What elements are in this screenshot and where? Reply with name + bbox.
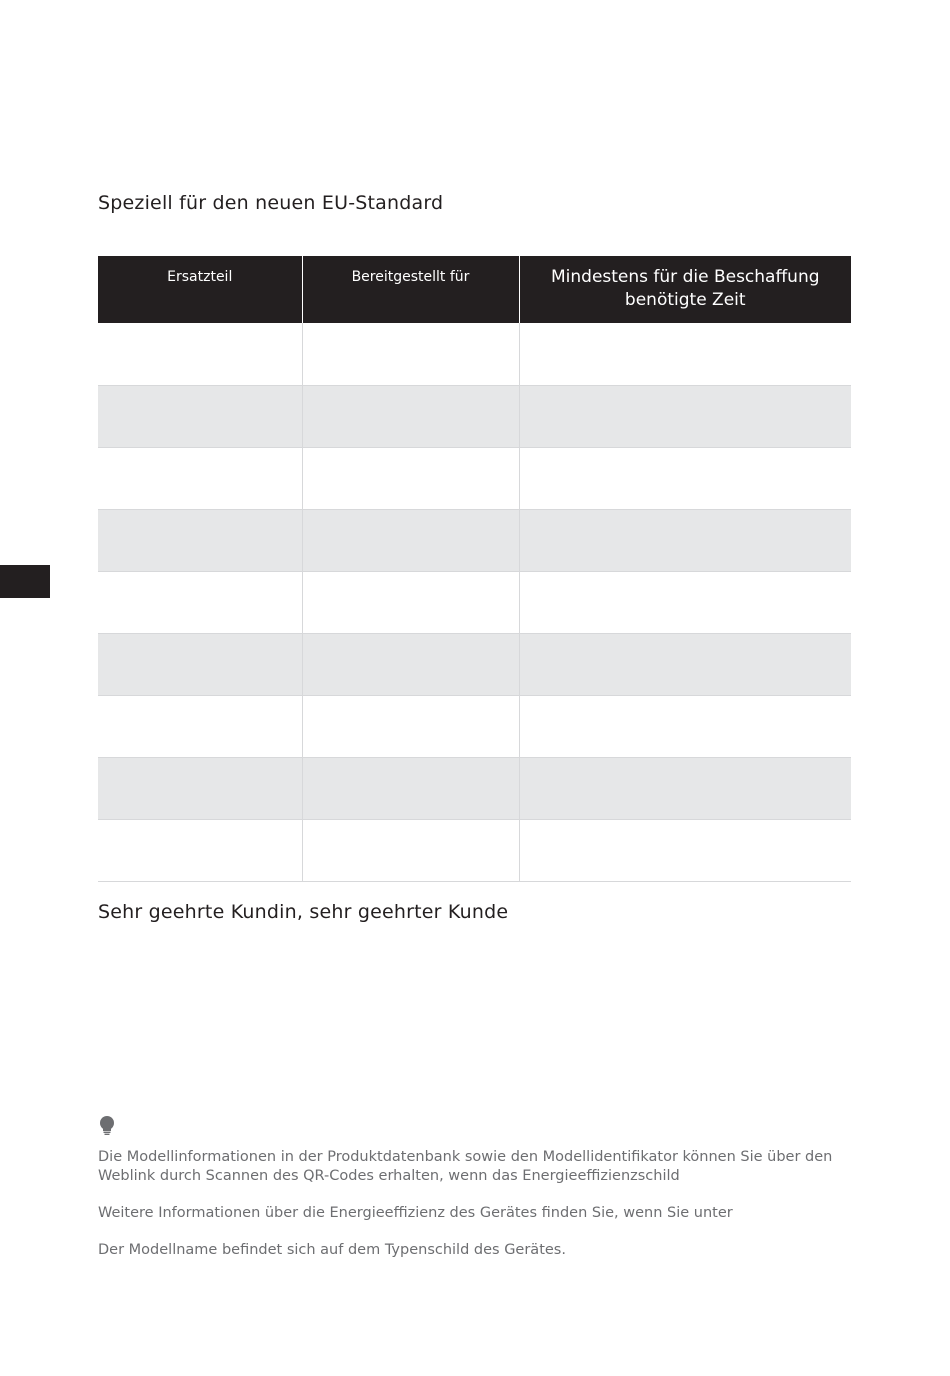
table-cell xyxy=(519,509,851,571)
table-cell xyxy=(519,819,851,881)
table-cell xyxy=(98,757,302,819)
table-row xyxy=(98,633,851,695)
table-cell xyxy=(302,323,519,385)
table-cell xyxy=(519,695,851,757)
table-cell xyxy=(302,447,519,509)
tip-note-model-info: Die Modellinformationen in der Produktdatenbank sowie den Modellidentifikator können Sie über den Weblink durch Scannen des QR-Codes erhalten, wenn das Energieeffizienzschild xyxy=(98,1149,833,1184)
table-cell xyxy=(519,571,851,633)
table-cell xyxy=(302,633,519,695)
table-cell xyxy=(302,571,519,633)
tip-note-energy-info: Weitere Informationen über die Energieeffizienz des Gerätes finden Sie, wenn Sie unter xyxy=(98,1205,733,1221)
table-cell xyxy=(519,323,851,385)
table-cell xyxy=(98,819,302,881)
table-cell xyxy=(302,385,519,447)
side-tab-marker xyxy=(0,565,50,598)
greeting-title: Sehr geehrte Kundin, sehr geehrter Kunde xyxy=(98,901,509,923)
table-cell xyxy=(302,509,519,571)
column-header-procurement-time: Mindestens für die Beschaffung benötigte Zeit xyxy=(519,256,851,323)
table-row xyxy=(98,447,851,509)
table-cell xyxy=(98,695,302,757)
column-header-spare-part: Ersatzteil xyxy=(98,256,302,323)
tip-note-model-name: Der Modellname befindet sich auf dem Typenschild des Gerätes. xyxy=(98,1242,566,1258)
table-cell xyxy=(519,757,851,819)
table-row xyxy=(98,757,851,819)
table-row xyxy=(98,695,851,757)
table-cell xyxy=(519,633,851,695)
table-row xyxy=(98,385,851,447)
table-cell xyxy=(98,571,302,633)
spare-parts-table xyxy=(98,256,851,882)
table-header-row xyxy=(98,256,851,323)
table-cell xyxy=(302,757,519,819)
table-cell xyxy=(302,695,519,757)
table-cell xyxy=(98,509,302,571)
section-title: Speziell für den neuen EU-Standard xyxy=(98,192,444,214)
table-cell xyxy=(98,385,302,447)
lightbulb-icon xyxy=(99,1116,115,1136)
table-row xyxy=(98,819,851,881)
table-cell xyxy=(519,447,851,509)
table-row xyxy=(98,571,851,633)
table-row xyxy=(98,509,851,571)
table-cell xyxy=(98,323,302,385)
table-cell xyxy=(98,447,302,509)
table-cell xyxy=(302,819,519,881)
table-cell xyxy=(98,633,302,695)
table-row xyxy=(98,323,851,385)
table-cell xyxy=(519,385,851,447)
column-header-provided-for: Bereitgestellt für xyxy=(302,256,519,323)
